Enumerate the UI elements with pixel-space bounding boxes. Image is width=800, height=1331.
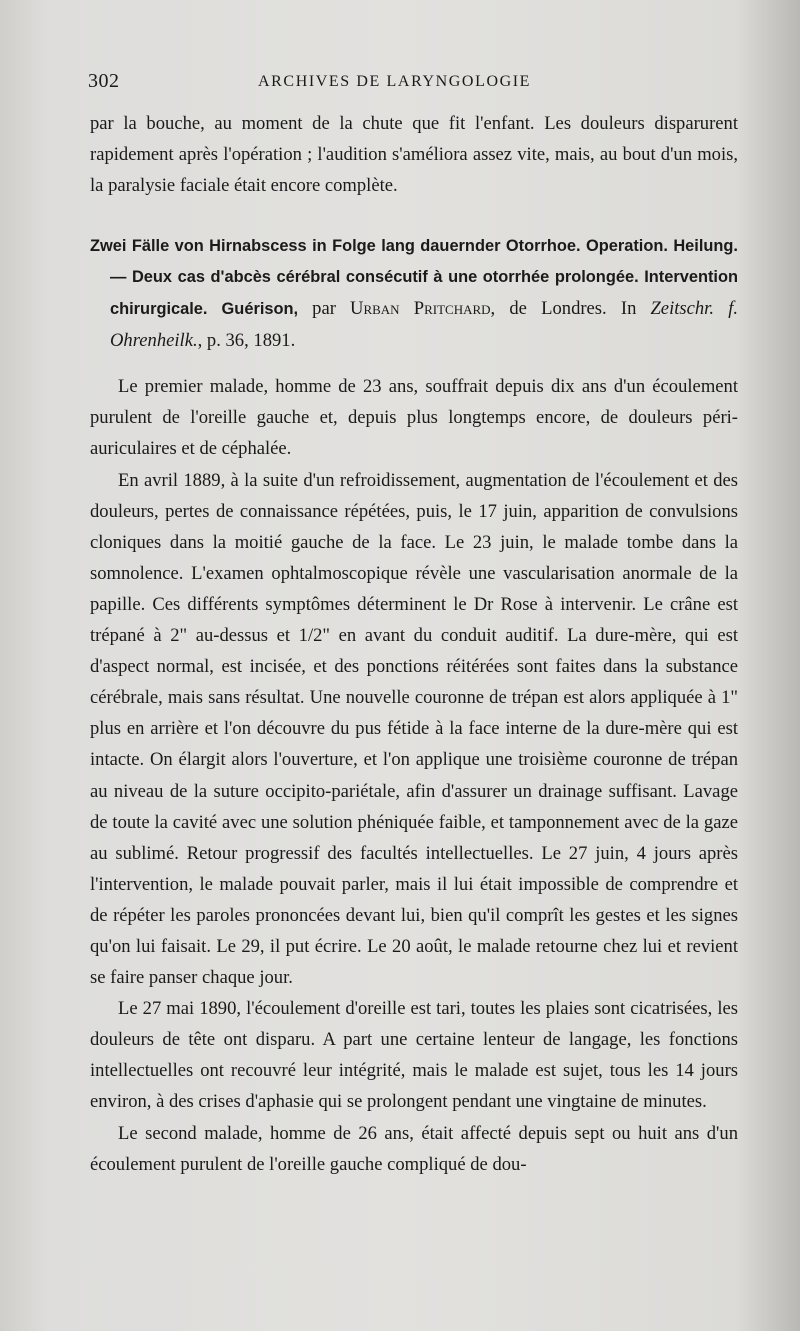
paragraph: Le 27 mai 1890, l'écoulement d'oreille est tari, toutes les plaies sont cicatrisées, les douleurs de tête ont disparu. A part une certaine lenteur de langage, les fonctions intellectuelles ont recouvré leur intégrité, mais le malade est sujet, tous les 14 jours environ, à des crises d'aphasie qui se prolongent pendant une vingtaine de minutes. [90, 998, 738, 1113]
article-journal: Zeitschr. f. Ohrenheilk. [110, 298, 739, 352]
page-number: 302 [88, 70, 120, 92]
paragraph: En avril 1889, à la suite d'un refroidissement, augmentation de l'écoulement et des douleurs, pertes de connaissance répétées, puis, le 17 juin, apparition de convulsions cloniques dans la moitié gauche de la face. Le 23 juin, le malade tombe dans la somnolence. L'examen ophtalmoscopique révèle une vascularisation anormale de la papille. Ces différents symptômes déterminent le Dr Rose à intervenir. Le crâne est trépané à 2" au-dessus et 1/2" en avant du conduit auditif. La dure-mère, qui est d'aspect normal, est incisée, et des ponctions réitérées sont faites dans la substance cérébrale, mais sans résultat. Une nouvelle couronne de trépan est alors appliquée à 1" plus en arrière et l'on découvre du pus fétide à la face interne de la dure-mère qui est intacte. On élargit alors l'ouverture, et l'on applique une troisième couronne de trépan au niveau de la suture occipito-pariétale, afin d'assurer un drainage suffisant. Lavage de toute la cavité avec une solution phéniquée faible, et tamponnement avec de la gaze au sublimé. Retour progressif des facultés intellectuelles. Le 27 juin, 4 jours après l'intervention, le malade pouvait parler, mais il lui était impossible de comprendre et de répéter les paroles prononcées devant lui, bien qu'il comprît les gestes et les signes qu'on lui faisait. Le 29, il put écrire. Le 20 août, le malade retourne chez lui et revient se faire panser chaque jour. [90, 469, 738, 989]
running-title: ARCHIVES DE LARYNGOLOGIE [258, 73, 532, 90]
paragraph: Le premier malade, homme de 23 ans, souffrait depuis dix ans d'un écoulement purulent de l'oreille gauche et, depuis plus longtemps encore, de douleurs péri-auriculaires et de céphalée. [90, 376, 738, 460]
article-citation: , p. 36, 1891. [197, 330, 296, 352]
article-title-french: Deux cas d'abcès cérébral consécutif à une otorrhée prolongée. Intervention chirurgicale. Guérison, [110, 268, 738, 319]
article-title [90, 231, 738, 357]
page-body [90, 108, 738, 1180]
article-author: Urban Pritchard [350, 298, 491, 320]
page-header [88, 70, 768, 100]
intro-paragraph: par la bouche, au moment de la chute que fit l'enfant. Les douleurs disparurent rapidement après l'opération ; l'audition s'améliora assez vite, mais, au bout d'un mois, la paralysie faciale était encore complète. [90, 113, 738, 197]
paragraph: Le second malade, homme de 26 ans, était affecté depuis sept ou huit ans d'un écoulement purulent de l'oreille gauche compliqué de dou- [90, 1122, 738, 1175]
article-by: par [312, 298, 336, 320]
article-location: , de Londres. In [490, 298, 637, 320]
article-title-german: Zwei Fälle von Hirnabscess in Folge lang dauernder Otorrhoe. Operation. Heilung. — [90, 237, 738, 287]
